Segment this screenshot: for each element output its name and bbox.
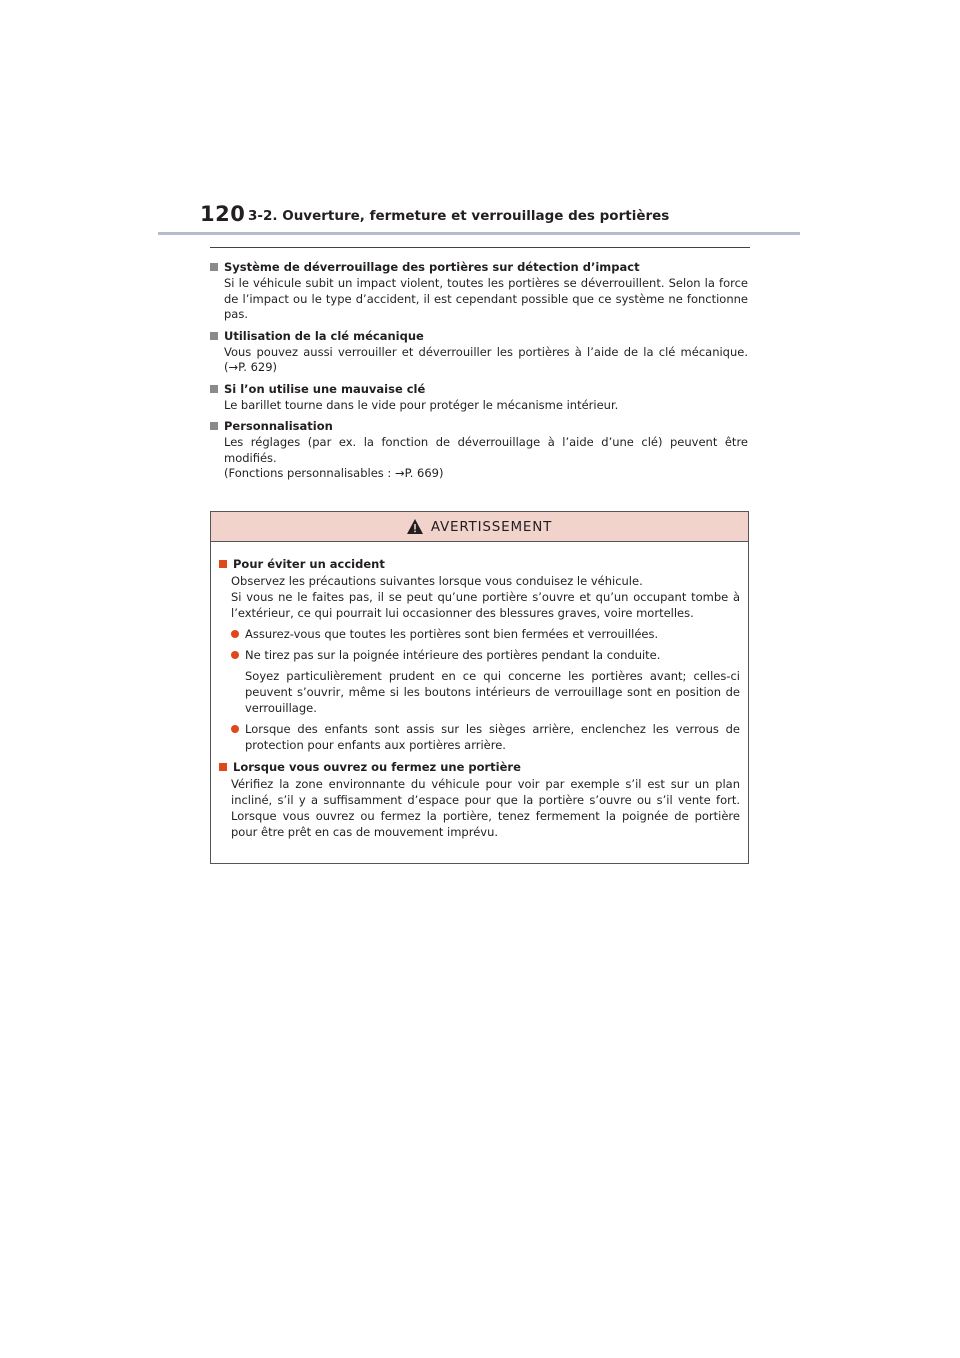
- warning-text: Observez les précautions suivantes lorsque vous conduisez le véhicule.: [231, 574, 643, 588]
- square-bullet-icon: [210, 422, 218, 430]
- chapter-title: 3-2. Ouverture, fermeture et verrouillage des portières: [248, 208, 670, 224]
- notes-section: [210, 259, 748, 487]
- note-impact-unlock: [210, 259, 748, 323]
- note-heading: Système de déverrouillage des portières sur détection d’impact: [210, 259, 748, 276]
- warning-bullet: Assurez-vous que toutes les portières sont bien fermées et verrouillées.: [231, 626, 740, 642]
- warning-text: Vérifiez la zone environnante du véhicule pour voir par exemple s’il est sur un plan incliné, s’il y a suffisamment d’espace pour que la portière s’ouvre ou s’il vente fort. Lorsque vous ouvrez ou fermez la portière, tenez fermement la poignée de portière pour être prêt en cas de mouvement imprévu.: [231, 777, 740, 839]
- warning-triangle-icon: [407, 519, 423, 534]
- note-text: Si le véhicule subit un impact violent, toutes les portières se déverrouillent. Selon la force de l’impact ou le type d’accident, il est cependant possible que ce système ne fonctionne pas.: [224, 276, 748, 321]
- warning-bullet: Lorsque des enfants sont assis sur les sièges arrière, enclenchez les verrous de protection pour enfants aux portières arrière.: [231, 721, 740, 753]
- square-bullet-icon: [210, 263, 218, 271]
- section-rule: [210, 247, 750, 248]
- note-text: Vous pouvez aussi verrouiller et déverrouiller les portières à l’aide de la clé mécanique. (→P. 629): [224, 344, 748, 374]
- warning-bullet: Ne tirez pas sur la poignée intérieure des portières pendant la conduite.: [231, 647, 740, 663]
- square-bullet-icon: [210, 332, 218, 340]
- warning-body: [211, 542, 748, 840]
- note-text: Les réglages (par ex. la fonction de déverrouillage à l’aide d’une clé) peuvent être modifiés. (Fonctions personnalisables : →P. 669): [224, 435, 748, 480]
- note-text: Le barillet tourne dans le vide pour protéger le mécanisme intérieur.: [224, 397, 619, 412]
- warning-heading-avoid-accident: Pour éviter un accident: [219, 556, 740, 573]
- note-heading: Personnalisation: [210, 418, 748, 435]
- warning-box: [210, 511, 749, 864]
- square-bullet-icon: [219, 560, 227, 568]
- page-number: 120: [200, 202, 246, 226]
- warning-text: Si vous ne le faites pas, il se peut qu’une portière s’ouvre et qu’un occupant tombe à l’extérieur, ce qui pourrait lui occasionner des blessures graves, voire mortelles.: [231, 590, 740, 620]
- round-bullet-icon: [231, 630, 239, 638]
- square-bullet-icon: [210, 385, 218, 393]
- warning-heading-door-open-close: Lorsque vous ouvrez ou fermez une portière: [219, 759, 740, 776]
- warning-bullet-detail: Soyez particulièrement prudent en ce qui concerne les portières avant; celles-ci peuvent s’ouvrir, même si les boutons intérieurs de verrouillage sont en position de verrouillage.: [245, 669, 740, 715]
- note-heading: Utilisation de la clé mécanique: [210, 328, 748, 345]
- round-bullet-icon: [231, 725, 239, 733]
- header-rule: [158, 232, 800, 235]
- round-bullet-icon: [231, 651, 239, 659]
- warning-header: [211, 512, 748, 542]
- square-bullet-icon: [219, 763, 227, 771]
- warning-title: AVERTISSEMENT: [430, 518, 553, 535]
- note-heading: Si l’on utilise une mauvaise clé: [210, 381, 748, 398]
- note-customization: [210, 418, 748, 482]
- note-mechanical-key: [210, 328, 748, 376]
- note-wrong-key: [210, 381, 748, 414]
